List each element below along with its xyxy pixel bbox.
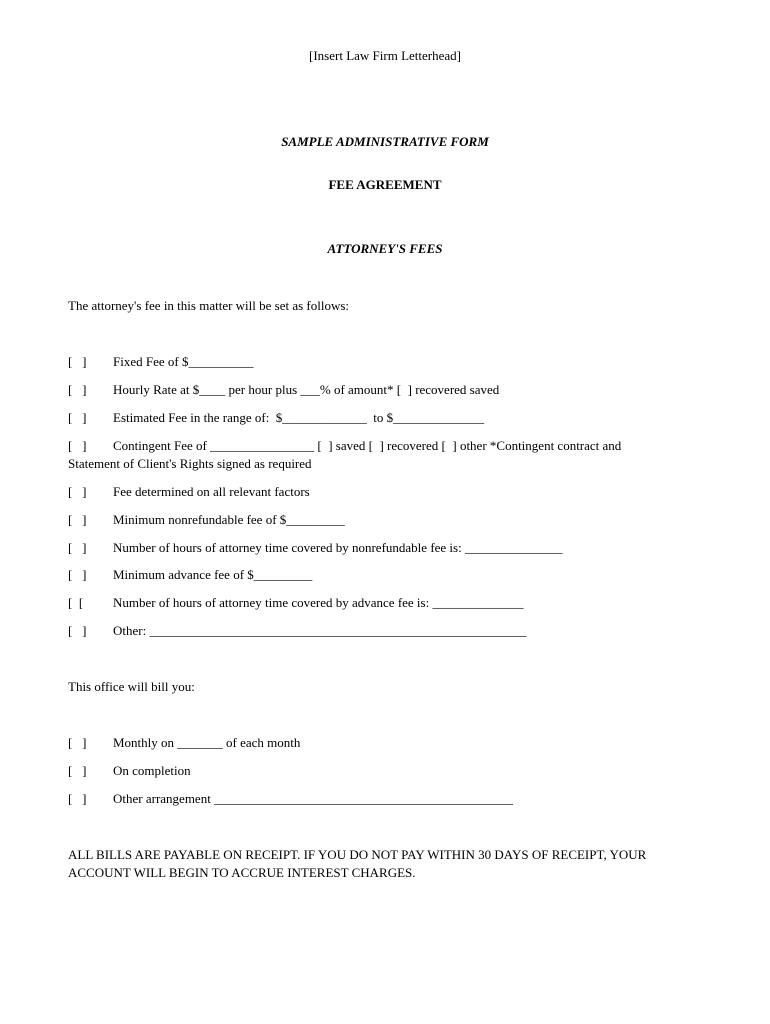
checkbox[interactable]: [ ] — [68, 512, 87, 527]
agreement-title: FEE AGREEMENT — [328, 177, 442, 192]
fee-option-label: Contingent Fee of ________________ [ ] saved [ ] recovered [ ] other *Contingent contract and — [113, 438, 622, 453]
checkbox[interactable]: [ ] — [68, 540, 87, 555]
checkbox[interactable]: [ ] — [68, 354, 87, 369]
payment-notice-line-1: ALL BILLS ARE PAYABLE ON RECEIPT. IF YOU DO NOT PAY WITHIN 30 DAYS OF RECEIPT, YOUR — [68, 847, 647, 862]
checkbox[interactable]: [ ] — [68, 484, 87, 499]
checkbox[interactable]: [ ] — [68, 763, 87, 778]
billing-option-label: Other arrangement ______________________________________________ — [113, 791, 514, 806]
checkbox[interactable]: [ [ — [68, 595, 84, 610]
checkbox[interactable]: [ ] — [68, 410, 87, 425]
fee-option-label: Number of hours of attorney time covered by nonrefundable fee is: _______________ — [113, 540, 563, 555]
checkbox[interactable]: [ ] — [68, 791, 87, 806]
checkbox[interactable]: [ ] — [68, 438, 87, 453]
section-title: ATTORNEY'S FEES — [327, 241, 443, 256]
checkbox[interactable]: [ ] — [68, 623, 87, 638]
billing-intro: This office will bill you: — [68, 679, 195, 694]
fee-option-label: Fee determined on all relevant factors — [113, 484, 310, 499]
billing-option-label: On completion — [113, 763, 191, 778]
fee-intro: The attorney's fee in this matter will be set as follows: — [68, 298, 350, 313]
checkbox[interactable]: [ ] — [68, 735, 87, 750]
payment-notice-line-2: ACCOUNT WILL BEGIN TO ACCRUE INTEREST CHARGES. — [68, 865, 416, 880]
fee-option-label: Minimum nonrefundable fee of $_________ — [113, 512, 345, 527]
fee-option-label: Hourly Rate at $____ per hour plus ___% of amount* [ ] recovered saved — [113, 382, 500, 397]
form-title: SAMPLE ADMINISTRATIVE FORM — [281, 134, 489, 149]
fee-option-label: Other: __________________________________________________________ — [113, 623, 527, 638]
letterhead-placeholder: [Insert Law Firm Letterhead] — [309, 48, 461, 63]
fee-option-label: Fixed Fee of $__________ — [113, 354, 254, 369]
fee-option-label: Estimated Fee in the range of: $_____________ to $______________ — [113, 410, 485, 425]
fee-option-label: Number of hours of attorney time covered by advance fee is: ______________ — [113, 595, 524, 610]
fee-option-label: Minimum advance fee of $_________ — [113, 567, 313, 582]
fee-option-continuation: Statement of Client's Rights signed as required — [68, 456, 312, 471]
billing-option-label: Monthly on _______ of each month — [113, 735, 301, 750]
checkbox[interactable]: [ ] — [68, 382, 87, 397]
checkbox[interactable]: [ ] — [68, 567, 87, 582]
